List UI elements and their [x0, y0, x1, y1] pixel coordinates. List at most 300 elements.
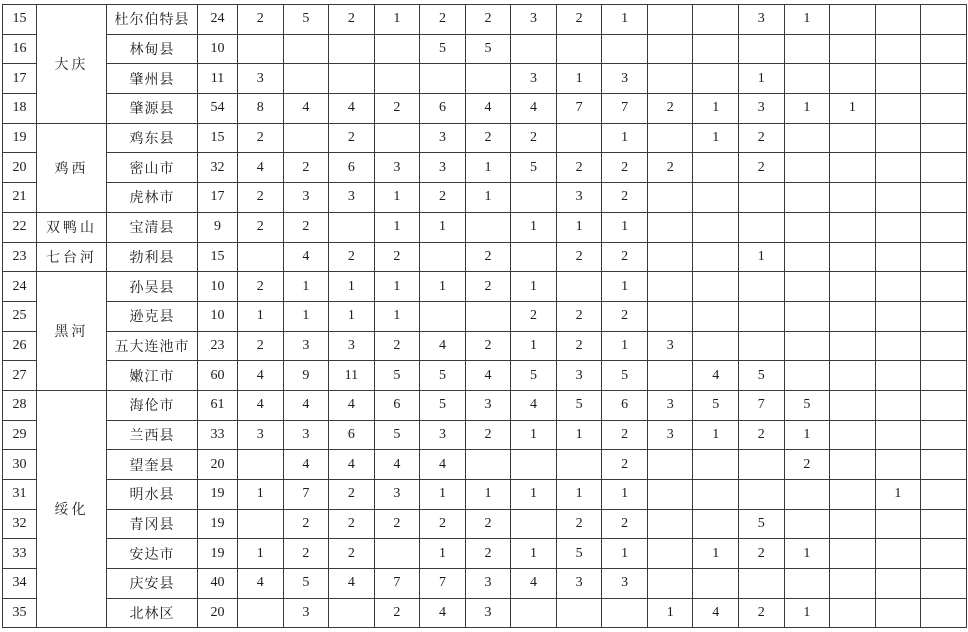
value-cell: 1 — [739, 64, 785, 94]
prefecture-cell: 七台河 — [37, 242, 107, 272]
value-cell: 3 — [739, 94, 785, 124]
value-cell: 5 — [739, 361, 785, 391]
value-cell: 2 — [556, 509, 602, 539]
value-cell — [830, 242, 876, 272]
value-cell: 4 — [283, 94, 329, 124]
value-cell — [647, 34, 693, 64]
value-cell — [374, 539, 420, 569]
value-cell — [511, 242, 557, 272]
value-cell: 2 — [374, 331, 420, 361]
total-cell: 10 — [198, 301, 238, 331]
value-cell — [875, 509, 921, 539]
value-cell — [647, 183, 693, 213]
value-cell: 4 — [511, 569, 557, 599]
table-body — [3, 5, 967, 628]
value-cell: 3 — [556, 569, 602, 599]
value-cell — [784, 153, 830, 183]
table-row — [3, 480, 967, 510]
value-cell: 3 — [739, 5, 785, 35]
value-cell — [556, 598, 602, 628]
value-cell — [875, 539, 921, 569]
value-cell: 2 — [556, 301, 602, 331]
value-cell — [511, 34, 557, 64]
value-cell — [875, 153, 921, 183]
value-cell: 1 — [602, 539, 648, 569]
value-cell: 2 — [329, 242, 375, 272]
value-cell: 4 — [511, 94, 557, 124]
value-cell: 1 — [511, 420, 557, 450]
value-cell — [830, 183, 876, 213]
value-cell — [739, 34, 785, 64]
value-cell — [693, 64, 739, 94]
value-cell: 4 — [238, 569, 284, 599]
value-cell: 2 — [374, 242, 420, 272]
total-cell: 20 — [198, 598, 238, 628]
value-cell: 4 — [693, 361, 739, 391]
county-cell: 林甸县 — [107, 34, 198, 64]
value-cell — [784, 569, 830, 599]
value-cell: 3 — [465, 598, 511, 628]
value-cell — [465, 450, 511, 480]
value-cell: 2 — [238, 272, 284, 302]
value-cell: 1 — [602, 5, 648, 35]
table-row — [3, 331, 967, 361]
value-cell — [739, 450, 785, 480]
value-cell — [830, 569, 876, 599]
value-cell — [739, 212, 785, 242]
value-cell: 7 — [374, 569, 420, 599]
value-cell — [921, 450, 967, 480]
value-cell — [921, 480, 967, 510]
value-cell: 1 — [875, 480, 921, 510]
value-cell: 4 — [420, 331, 466, 361]
county-cell: 北林区 — [107, 598, 198, 628]
value-cell — [693, 272, 739, 302]
row-number-cell: 30 — [3, 450, 37, 480]
value-cell: 2 — [238, 331, 284, 361]
value-cell: 1 — [602, 123, 648, 153]
value-cell — [784, 212, 830, 242]
value-cell: 5 — [420, 34, 466, 64]
value-cell: 6 — [329, 153, 375, 183]
value-cell: 1 — [602, 272, 648, 302]
county-cell: 虎林市 — [107, 183, 198, 213]
county-cell: 海伦市 — [107, 390, 198, 420]
value-cell — [329, 212, 375, 242]
value-cell — [784, 480, 830, 510]
value-cell: 4 — [374, 450, 420, 480]
value-cell: 1 — [329, 301, 375, 331]
value-cell — [329, 64, 375, 94]
value-cell — [647, 64, 693, 94]
value-cell: 7 — [556, 94, 602, 124]
value-cell — [921, 34, 967, 64]
county-cell: 勃利县 — [107, 242, 198, 272]
value-cell — [238, 34, 284, 64]
county-cell: 鸡东县 — [107, 123, 198, 153]
value-cell: 2 — [784, 450, 830, 480]
value-cell — [693, 153, 739, 183]
value-cell — [329, 34, 375, 64]
value-cell: 3 — [511, 5, 557, 35]
value-cell — [921, 539, 967, 569]
value-cell: 1 — [374, 272, 420, 302]
value-cell: 1 — [556, 212, 602, 242]
value-cell — [921, 569, 967, 599]
value-cell: 2 — [465, 331, 511, 361]
value-cell: 4 — [329, 94, 375, 124]
county-cell: 逊克县 — [107, 301, 198, 331]
value-cell: 2 — [420, 509, 466, 539]
value-cell: 6 — [420, 94, 466, 124]
value-cell: 2 — [602, 242, 648, 272]
value-cell: 1 — [556, 64, 602, 94]
value-cell — [830, 509, 876, 539]
value-cell — [875, 64, 921, 94]
row-number-cell: 25 — [3, 301, 37, 331]
value-cell: 1 — [556, 480, 602, 510]
value-cell: 1 — [511, 272, 557, 302]
table-row — [3, 123, 967, 153]
value-cell: 2 — [238, 212, 284, 242]
value-cell: 2 — [556, 331, 602, 361]
row-number-cell: 23 — [3, 242, 37, 272]
value-cell: 4 — [420, 598, 466, 628]
value-cell — [875, 272, 921, 302]
value-cell — [875, 420, 921, 450]
total-cell: 32 — [198, 153, 238, 183]
value-cell: 1 — [830, 94, 876, 124]
value-cell: 4 — [283, 242, 329, 272]
value-cell: 1 — [420, 212, 466, 242]
value-cell: 2 — [602, 450, 648, 480]
value-cell: 2 — [739, 539, 785, 569]
value-cell: 6 — [329, 420, 375, 450]
value-cell — [329, 598, 375, 628]
value-cell — [739, 272, 785, 302]
value-cell: 1 — [602, 480, 648, 510]
value-cell — [647, 272, 693, 302]
value-cell — [921, 242, 967, 272]
value-cell — [784, 361, 830, 391]
value-cell — [420, 64, 466, 94]
table-row — [3, 361, 967, 391]
value-cell — [875, 183, 921, 213]
value-cell: 2 — [602, 183, 648, 213]
value-cell — [921, 64, 967, 94]
county-cell: 密山市 — [107, 153, 198, 183]
total-cell: 15 — [198, 242, 238, 272]
value-cell — [374, 64, 420, 94]
value-cell — [830, 64, 876, 94]
value-cell — [921, 94, 967, 124]
value-cell — [647, 450, 693, 480]
table-row — [3, 598, 967, 628]
value-cell: 3 — [374, 480, 420, 510]
value-cell — [283, 64, 329, 94]
value-cell: 5 — [784, 390, 830, 420]
row-number-cell: 24 — [3, 272, 37, 302]
value-cell — [739, 331, 785, 361]
value-cell — [830, 390, 876, 420]
value-cell — [784, 34, 830, 64]
value-cell — [739, 301, 785, 331]
value-cell: 7 — [420, 569, 466, 599]
table-row — [3, 5, 967, 35]
value-cell — [511, 598, 557, 628]
value-cell — [921, 153, 967, 183]
table-row — [3, 212, 967, 242]
value-cell: 3 — [329, 331, 375, 361]
value-cell — [420, 301, 466, 331]
total-cell: 9 — [198, 212, 238, 242]
value-cell — [921, 212, 967, 242]
value-cell — [374, 34, 420, 64]
value-cell: 1 — [238, 301, 284, 331]
value-cell: 3 — [556, 183, 602, 213]
value-cell: 2 — [465, 242, 511, 272]
value-cell: 3 — [283, 331, 329, 361]
value-cell: 4 — [420, 450, 466, 480]
value-cell: 2 — [283, 212, 329, 242]
value-cell: 5 — [511, 361, 557, 391]
value-cell — [784, 64, 830, 94]
value-cell — [283, 34, 329, 64]
value-cell — [511, 183, 557, 213]
value-cell — [420, 242, 466, 272]
value-cell — [784, 272, 830, 302]
value-cell: 6 — [602, 390, 648, 420]
value-cell: 1 — [784, 5, 830, 35]
value-cell: 4 — [283, 390, 329, 420]
total-cell: 40 — [198, 569, 238, 599]
table-row — [3, 153, 967, 183]
value-cell: 2 — [420, 183, 466, 213]
row-number-cell: 22 — [3, 212, 37, 242]
value-cell: 1 — [420, 480, 466, 510]
statistics-table — [2, 4, 967, 628]
value-cell — [693, 301, 739, 331]
value-cell — [875, 569, 921, 599]
value-cell: 3 — [647, 420, 693, 450]
value-cell — [647, 212, 693, 242]
value-cell: 4 — [329, 390, 375, 420]
value-cell — [921, 5, 967, 35]
value-cell — [647, 509, 693, 539]
value-cell — [693, 183, 739, 213]
value-cell: 1 — [693, 420, 739, 450]
county-cell: 兰西县 — [107, 420, 198, 450]
county-cell: 安达市 — [107, 539, 198, 569]
value-cell — [647, 301, 693, 331]
table-row — [3, 301, 967, 331]
table-row — [3, 272, 967, 302]
value-cell: 2 — [374, 598, 420, 628]
value-cell: 5 — [283, 569, 329, 599]
value-cell — [556, 272, 602, 302]
value-cell: 6 — [374, 390, 420, 420]
county-cell: 杜尔伯特县 — [107, 5, 198, 35]
value-cell: 2 — [465, 539, 511, 569]
value-cell: 2 — [238, 183, 284, 213]
value-cell — [875, 242, 921, 272]
value-cell: 2 — [374, 94, 420, 124]
value-cell — [739, 183, 785, 213]
value-cell: 1 — [693, 94, 739, 124]
value-cell: 4 — [283, 450, 329, 480]
value-cell: 3 — [283, 183, 329, 213]
value-cell: 4 — [238, 390, 284, 420]
value-cell: 4 — [511, 390, 557, 420]
total-cell: 11 — [198, 64, 238, 94]
value-cell — [921, 183, 967, 213]
value-cell — [693, 242, 739, 272]
table-row — [3, 539, 967, 569]
value-cell — [830, 450, 876, 480]
row-number-cell: 20 — [3, 153, 37, 183]
value-cell — [830, 212, 876, 242]
value-cell: 3 — [420, 153, 466, 183]
value-cell — [602, 598, 648, 628]
row-number-cell: 34 — [3, 569, 37, 599]
value-cell — [647, 569, 693, 599]
value-cell: 1 — [238, 480, 284, 510]
value-cell: 1 — [602, 212, 648, 242]
value-cell: 1 — [739, 242, 785, 272]
value-cell — [830, 34, 876, 64]
row-number-cell: 18 — [3, 94, 37, 124]
value-cell: 5 — [693, 390, 739, 420]
row-number-cell: 16 — [3, 34, 37, 64]
value-cell — [875, 123, 921, 153]
table-row — [3, 390, 967, 420]
value-cell: 3 — [556, 361, 602, 391]
value-cell — [875, 212, 921, 242]
value-cell — [830, 272, 876, 302]
value-cell — [875, 450, 921, 480]
value-cell: 1 — [602, 331, 648, 361]
row-number-cell: 31 — [3, 480, 37, 510]
value-cell: 3 — [329, 183, 375, 213]
value-cell: 2 — [420, 5, 466, 35]
table-row — [3, 64, 967, 94]
value-cell: 5 — [602, 361, 648, 391]
value-cell: 5 — [511, 153, 557, 183]
value-cell: 3 — [602, 569, 648, 599]
value-cell: 2 — [647, 153, 693, 183]
value-cell: 3 — [511, 64, 557, 94]
value-cell: 2 — [329, 539, 375, 569]
value-cell — [556, 123, 602, 153]
value-cell: 2 — [465, 272, 511, 302]
prefecture-cell: 黑河 — [37, 272, 107, 391]
value-cell: 2 — [283, 539, 329, 569]
table-row — [3, 569, 967, 599]
table-row — [3, 509, 967, 539]
value-cell: 3 — [465, 390, 511, 420]
value-cell — [921, 272, 967, 302]
value-cell: 3 — [374, 153, 420, 183]
value-cell: 2 — [329, 480, 375, 510]
value-cell — [830, 420, 876, 450]
value-cell — [647, 242, 693, 272]
value-cell — [784, 242, 830, 272]
value-cell: 5 — [283, 5, 329, 35]
value-cell — [830, 301, 876, 331]
value-cell — [921, 331, 967, 361]
value-cell: 2 — [465, 509, 511, 539]
total-cell: 24 — [198, 5, 238, 35]
county-cell: 孙吴县 — [107, 272, 198, 302]
value-cell — [465, 301, 511, 331]
value-cell: 5 — [420, 361, 466, 391]
value-cell: 1 — [465, 480, 511, 510]
total-cell: 61 — [198, 390, 238, 420]
row-number-cell: 26 — [3, 331, 37, 361]
table-row — [3, 34, 967, 64]
county-cell: 庆安县 — [107, 569, 198, 599]
row-number-cell: 29 — [3, 420, 37, 450]
value-cell: 1 — [784, 539, 830, 569]
value-cell — [465, 212, 511, 242]
county-cell: 青冈县 — [107, 509, 198, 539]
total-cell: 15 — [198, 123, 238, 153]
total-cell: 60 — [198, 361, 238, 391]
value-cell: 1 — [374, 183, 420, 213]
value-cell: 1 — [465, 153, 511, 183]
value-cell: 1 — [420, 539, 466, 569]
table-row — [3, 183, 967, 213]
value-cell: 1 — [511, 331, 557, 361]
value-cell: 5 — [556, 539, 602, 569]
value-cell: 11 — [329, 361, 375, 391]
row-number-cell: 35 — [3, 598, 37, 628]
row-number-cell: 33 — [3, 539, 37, 569]
value-cell: 3 — [238, 64, 284, 94]
value-cell: 3 — [283, 598, 329, 628]
value-cell: 1 — [784, 94, 830, 124]
value-cell — [374, 123, 420, 153]
value-cell: 2 — [283, 509, 329, 539]
value-cell — [465, 64, 511, 94]
value-cell — [647, 123, 693, 153]
value-cell — [238, 242, 284, 272]
value-cell: 1 — [374, 5, 420, 35]
total-cell: 33 — [198, 420, 238, 450]
value-cell: 1 — [238, 539, 284, 569]
value-cell: 2 — [511, 123, 557, 153]
value-cell — [830, 123, 876, 153]
value-cell — [511, 450, 557, 480]
value-cell — [921, 361, 967, 391]
value-cell: 5 — [420, 390, 466, 420]
county-cell: 宝清县 — [107, 212, 198, 242]
value-cell: 2 — [602, 509, 648, 539]
value-cell: 1 — [511, 539, 557, 569]
value-cell: 4 — [238, 361, 284, 391]
value-cell — [830, 480, 876, 510]
total-cell: 19 — [198, 539, 238, 569]
value-cell — [602, 34, 648, 64]
value-cell — [511, 509, 557, 539]
value-cell: 7 — [283, 480, 329, 510]
county-cell: 明水县 — [107, 480, 198, 510]
value-cell: 4 — [465, 94, 511, 124]
table-row — [3, 420, 967, 450]
value-cell: 1 — [693, 539, 739, 569]
value-cell: 1 — [374, 212, 420, 242]
value-cell — [830, 598, 876, 628]
